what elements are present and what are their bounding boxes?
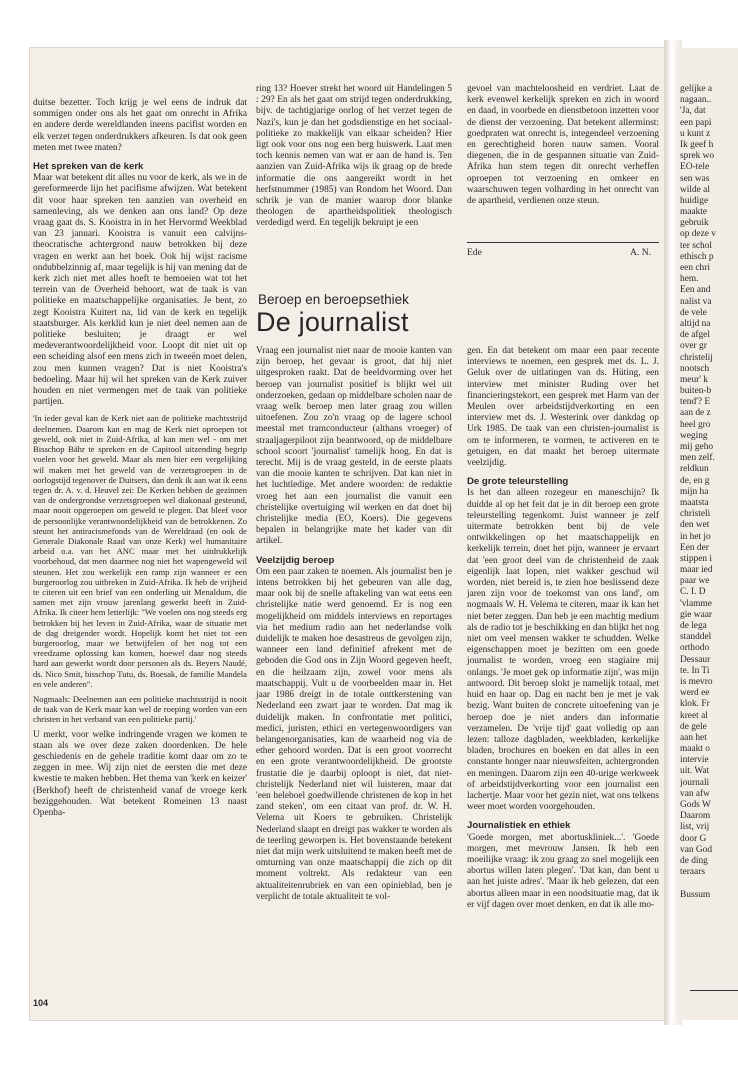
next-page-line: van afw xyxy=(680,788,710,799)
article-title: De journalist xyxy=(256,307,409,337)
next-page-line: christelij xyxy=(680,352,713,363)
next-page-line: maakte xyxy=(680,207,708,218)
col2-text: ring 13? Hoever strekt het woord uit Handelingen 5 : 29? En als het gaat om strijd tegen onderdrukking, bijv. de tachtigjarige oorlog of het verzet tegen de Nazi's, kun je dan het godsdienstige en het sociaal-politieke zo makkelijk van elkaar scheiden? Hier ligt ook voor ons nog een berg huiswerk. Laat men toch kennis nemen van wat er aan de hand is. Ten aanzien van Zuid-Afrika wijs ik graag op de brede informatie die ons aangereikt wordt in het herfstnummer (1985) van Rondom het Woord. Dan schrik je van de manier waarop door blanke theologen de apartheidspolitiek theologisch verdedigd werd. En tegelijk bekruipt je een xyxy=(256,84,452,229)
next-page-line: Een der xyxy=(680,542,709,553)
next-page-line: kreet al xyxy=(680,710,708,721)
next-page-line: nalist va xyxy=(680,296,712,307)
next-page-line: hem. xyxy=(680,274,699,285)
next-page-line: Daarom xyxy=(680,811,711,822)
next-page-line: Gods W xyxy=(680,800,711,810)
next-page-line: u kunt z xyxy=(680,128,711,139)
next-page-line: 'vlamme xyxy=(680,598,712,609)
next-page-line: Ik geef h xyxy=(680,139,714,150)
article-text-4: 'Goede morgen, met abortuskliniek...'. 'Goede morgen, met mevrouw Jansen. Ik heb een moeilijke vraag: ik zou graag zo snel mogelijk een abortus willen laten plegen'. 'Dat kan, dan bent u aan het juiste adres'. 'Maar ik heb gelezen, dat een abortus alleen maar in een noodsituatie mag, dat ik er vijf dagen over moet denken, en dat ik alle mo- xyxy=(467,832,659,910)
next-page-line: ter schol xyxy=(680,240,713,251)
col1-closing: U merkt, voor welke indringende vragen we komen te staan als we over deze zaken doordenken. De hele geschiedenis en de gehele traditie komt daar om zo te zeggen in mee. Wij zijn niet de eersten die met deze kwestie te maken hebben. Het thema van 'kerk en keizer' (Berkhof) heeft de christenheid vanaf de vroege kerk beziggehouden. Wat betekent Romeinen 13 naast Openba- xyxy=(33,729,247,818)
next-page-line: christeli xyxy=(680,509,711,520)
next-page-line: de lega xyxy=(680,621,707,631)
next-page-line: altijd na xyxy=(680,318,711,329)
next-page-line: meur' k xyxy=(680,374,708,385)
next-page-line: ethisch p xyxy=(680,251,714,262)
next-page-line: de gele xyxy=(680,721,707,732)
article-text-2: gen. En dat betekent om maar een paar recente interviews te noemen, een gesprek met ds. L. J. Geluk over de uitlatingen van ds. Hüting, een interview met minister Ruding over het financieringstekort, een gesprek met Harm van der Meulen over arbeidstijdverkorting en een interview met ds. J. Westerink over dankdag op Urk 1985. De taak van een christen-journalist is om te informeren, te vormen, te activeren en te getuigen, en dat maakt het beroep uitermate veelzijdig. xyxy=(467,346,659,469)
next-page-line: den wet xyxy=(680,520,710,531)
col1-quote: 'In ieder geval kan de Kerk niet aan de politieke machtsstrijd deelnemen. Daarom kan en mag de Kerk niet oproepen tot geweld, ook niet in Zuid-Afrika, al kan men wel - om met Bisschop Bähr te spreken en de Capitool uitzending begrip voelen voor het geweld. Maar als men hier een vergelijking wil maken met het geweld van de verzetsgroepen in de oorlogstijd tegenover de Duitsers, dan denk ik aan wat ik eens tegen dr. A. v. d. Heuvel zei: De Kerken hebben de gezinnen van de ondergrondse verzetsgroepen wel diakonaal gesteund, maar nooit opgeroepen om geweld te plegen. Dat bleef voor de persoonlijke verantwoordelijkheid van de betrokkenen. Zo steunt het antiracismefonds van de Wereldraad (en ook de Generale Diakonale Raad van onze Kerk) wel humanitaire arbeid o.a. van het ANC maar met het uitdrukkelijk voorbehoud, dat men daarmee nog niet het wapengeweld wil steunen. Het zou werkelijk een ramp zijn wanneer er een burgeroorlog zou uitbreken in Zuid-Afrika. Ik heb de vrijheid te citeren uit een brief van een onderling uit Menaldum, die samen met zijn vrouw jarenlang gewerkt heeft in Zuid-Afrika. Ik citeer hem letterlijk: "We voelen ons nog steeds erg betrokken bij het leven in Zuid-Afrika, waar de situatie met de dag dreigender wordt. Hopelijk komt het niet tot een burgeroorlog, maar we betwijfelen of het nog tot een vreedzame oplossing kan komen, hoewel daar nog steeds hard aan gewerkt wordt door personen als ds. Beyers Naudé, ds. Nico Smit, bisschop Tutu, ds. Boesak, de familie Mandela en vele anderen". xyxy=(33,413,247,689)
next-page-line: Een and xyxy=(680,285,711,296)
column-1 xyxy=(33,98,247,824)
section-heading: Het spreken van de kerk xyxy=(33,161,144,173)
next-page-line: op deze v xyxy=(680,229,716,240)
next-page-line: de afgel xyxy=(680,330,710,341)
next-page-line: maatsta xyxy=(680,497,709,508)
next-page-line: door G xyxy=(680,833,707,844)
next-page-line: de ding xyxy=(680,855,708,866)
next-page-line: sprek wo xyxy=(680,151,715,162)
article-text-1: Om een paar zaken te noemen. Als journalist ben je intens betrokken bij het gebeuren van alle dag, maar ook bij de snelle aftakeling van wat eens een christelijke natie werd genoemd. Er is nog een mogelijkheid om middels interviews en reportages via het medium radio aan het nederlandse volk duidelijk te maken hoe desastreus de gevolgen zijn, wanneer een land definitief afrekent met de geboden die God ons in Zijn Woord gegeven heeft, en die heilzaam zijn, zowel voor mens als maatschappij. Vult u de voorbeelden maar in. Het jaar 1986 dreigt in de totale onttkerstening van Nederland een zwart jaar te worden. Dat mag ik duidelijk maken. In confrontatie met politici, medici, juristen, ethici en vertegenwoordigers van belangenorganisaties, kan de waarheid nog via de ether gehoord worden. Dat is een groot voorrecht en een grote verantwoordelijkheid. De grootste frustatie die je daarbij oploopt is niet, dat niet-christelijk Nederland niet wil luisteren, maar dat 'een heleboel goedwillende christenen de kop in het zand steken', om een citaat van prof. dr. W. H. Velema uit Koers te gebruiken. Christelijk Nederland slaapt en dreigt pas wakker te worden als de teerling geworpen is. Het bovenstaande betekent niet dat mijn werk uitsluitend te maken heeft met de omturning van onze maatschappij die zich op dit moment voltrekt. Als redakteur van een aktualiteitenrubriek en van een opinieblad, ben je verplicht de totale aktualiteit te vol- xyxy=(256,566,452,902)
signature-place: Ede xyxy=(467,247,482,258)
next-page-line: een chri xyxy=(680,263,710,273)
next-page-line: gie waar xyxy=(680,609,713,620)
next-page-rule xyxy=(690,990,738,991)
column-3-top xyxy=(467,84,659,212)
col1-quote-end: Nogmaals: Deelnemen aan een politieke machtsstrijd is nooit de taak van de Kerk maar kan wel de roeping worden van een christen in het verband van een politieke partij.' xyxy=(33,693,247,725)
next-page-line: men zelf. xyxy=(680,453,715,464)
col1-intro: duitse bezetter. Toch krijg je wel eens de indruk dat sommigen onder ons als het gaat om onrecht in Afrika en andere derde wereldlanden ineens pacifist worden en elk verzet tegen onderdrukkers afkeuren. Is dat ook geen meten met twee maten? xyxy=(33,98,247,153)
col3-text: gevoel van machteloosheid en verdriet. Laat de kerk evenwel kerkelijk spreken en zich in woord en daad, in voorbede en dienstbetoon inzetten voor de dienst der verzoening. Dat betekent allerminst: goedpraten wat onrecht is, integendeel verzoening en gerechtigheid horen nauw samen. Vooral diegenen, die in de gespannen situatie van Zuid-Afrika hun stem tegen dit onrecht verheffen oproepen tot verzoening en omkeer en waarschuwen tegen volharding in het onrecht van de apartheid, verdienen onze steun. xyxy=(467,84,659,207)
signature-initials: A. N. xyxy=(630,247,652,258)
next-page-line: wilde al xyxy=(680,184,710,195)
next-page-line xyxy=(680,878,738,889)
next-page-line: een papi xyxy=(680,117,712,128)
article-lead: Vraag een journalist niet naar de mooie kanten van zijn beroep, het gevaar is groot, dat hij niet uitgesproken raakt. Dat de beeldvorming over het beroep van journalist positief is blijkt wel uit onderzoeken, gedaan op middelbare scholen naar de vraag welk beroep men later graag zou willen uitoefenen. Zou zo'n vraag op de lagere school meestal met tramconducteur (althans vroeger) of straaljagerpiloot zijn beantwoord, op de middelbare school scoort 'journalist' tamelijk hoog. En dat is terecht. Mij is de vraag gesteld, in de eerste plaats van die mooie kanten te schrijven. Dat kan niet in het luchtledige. Met andere woorden: de redaktie vroeg het aan een journalist die vanuit een christelijke overtuiging wil werken en dat doet bij christelijke media (EO, Koers). Die gegevens bepalen in belangrijke mate het kader van dit artikel. xyxy=(256,346,453,547)
next-page-line: buiten-b xyxy=(680,386,712,397)
article-heading-1: Veelzijdig beroep xyxy=(256,554,335,566)
article-heading-3: Journalistiek en ethiek xyxy=(467,820,571,832)
next-page-line: over gr xyxy=(680,341,707,352)
next-page-line: paar we xyxy=(680,576,710,587)
next-page-line: mijn ha xyxy=(680,486,709,497)
next-page-line: Bussum xyxy=(680,889,711,900)
next-page-line: de vele xyxy=(680,307,707,318)
next-page-line: weging xyxy=(680,430,708,441)
column-2-top xyxy=(256,84,452,235)
article-column-1 xyxy=(256,346,452,908)
next-page-line: intervie xyxy=(680,755,709,766)
next-page-line: nootsch xyxy=(680,363,710,374)
next-page-line: tend'? E xyxy=(680,397,711,408)
next-page-line: in het jo xyxy=(680,531,711,542)
next-page-line: standdel xyxy=(680,632,712,643)
next-page-line: van God xyxy=(680,844,713,855)
next-page-line: 'Ja, dat xyxy=(680,106,706,117)
next-page-line: aan de z xyxy=(680,408,711,419)
next-page-line: uit. Wat xyxy=(680,766,710,777)
next-page-line: de, en g xyxy=(680,475,710,486)
next-page-line: EO-tele xyxy=(680,162,710,173)
next-page-line: heel gro xyxy=(680,419,711,430)
next-page-line: list, vrij xyxy=(680,822,710,833)
next-page-line: nagaan.. xyxy=(680,95,712,106)
next-page-line: reldkun xyxy=(680,464,709,475)
next-page-line: is mevro xyxy=(680,676,713,687)
article-text-3: Is het dan alleen rozegeur en maneschijn? Ik duidde al op het feit dat je in dit beroep een grote teleurstelling tegenkomt. Juist wanneer je zelf uitermate betrokken bent bij de vele ontwikkelingen op het maatschappelijk en kerkelijk terrein, doet het pijn, wanneer je ervaart dat 'een groot deel van de christenheid de zaak eigenlijk laat lopen, niet wakker geschud wil worden, niet bereid is, te zien hoe beslissend deze jaren zijn voor de toekomst van ons land', om nogmaals W. H. Velema te citeren, maar ik kan het niet beter zeggen. Dan heb je een machtig medium als de radio tot je beschikking en dan blijkt het nog niet om veel mensen wakker te schudden. Welke eigenschappen moet je bezitten om een goede journalist te worden, vroeg een stagiaire mij onlangs. 'Je moet gek op informatie zijn', was mijn antwoord. Dit beroep slokt je namelijk totaal, met huid en haar op. Dag en nacht ben je met je vak bezig. Want buiten de concrete uitoefening van je beroep doe je niet anders dan informatie verzamelen. De 'vrije tijd' gaat volledig op aan lezen: talloze dagbladen, weekbladen, kerkelijke bladen, brochures en boeken en dat alles in een constante honger naar nieuwsfeiten, achtergronden en meningen. Daarom zijn een 40-urige werkweek of arbeidstijdverkorting voor een journalist een lachertje. Maar voor het gezin niet, wat ons telkens weer moet worden voorgehouden. xyxy=(467,488,659,813)
next-page-line: maar ied xyxy=(680,565,713,576)
next-page-line: maakt o xyxy=(680,744,710,755)
next-page-text xyxy=(680,84,738,901)
next-page-line: sen was xyxy=(680,173,710,184)
article-heading-2: De grote teleurstelling xyxy=(467,476,569,488)
signature-rule xyxy=(467,242,659,243)
next-page-line: mij geho xyxy=(680,442,714,452)
page-number: 104 xyxy=(33,998,49,1008)
col1-paragraph: Maar wat betekent dit alles nu voor de kerk, als we in de gereformeerde lijn het pacifisme afwijzen. Wat betekent dit voor haar spreken ten aanzien van overheid en samenleving, als we denken aan ons land? Op deze vraag gaat ds. S. Kooistra in in het Hervormd Weekblad van 23 januari. Kooistra is vanuit een calvijns-theocratische achtergrond nauw betrokken bij deze vragen en werkt aan het boek. Ook hij wijst racisme ondubbelzinnig af, maar tegelijk is hij van mening dat de kerk zich niet met alles hoeft te bemoeien wat tot het terrein van de Overheid behoort, wat de taak is van politieke en maatschappelijke organisaties. Je bent, zo zegt Kooistra Kuitert na, lid van de kerk en tegelijk staatsburger. Als kerklid kun je niet deel nemen aan de politieke besluiten; je draagt er wel medeverantwoordelijkheid voor. Loopt dit niet uit op een scheiding alsof een mens zich in tweeën moet delen, zou men kunnen vragen? Dat is niet Kooistra's bedoeling. Maar hij wil het spreken van de Kerk zuiver houden en niet vermengen met de taak van politieke partijen. xyxy=(33,173,248,408)
next-page-line: huidige xyxy=(680,195,709,206)
next-page-line: te. In Ti xyxy=(680,665,710,676)
next-page-line: gelijke a xyxy=(680,84,713,94)
next-page-line: Dessaur xyxy=(680,654,711,665)
article-column-2 xyxy=(467,346,659,916)
next-page-line: journali xyxy=(680,777,710,788)
next-page-line: C. I. D xyxy=(680,587,706,598)
next-page-line: orthodo xyxy=(680,643,710,654)
next-page-line: klok. Fr xyxy=(680,699,710,710)
next-page-line: stippen i xyxy=(680,553,713,564)
article-kicker: Beroep en beroepsethiek xyxy=(258,292,409,307)
next-page-line: teraars xyxy=(680,867,705,878)
next-page-line: gebruik xyxy=(680,218,709,229)
next-page-line: werd ee xyxy=(680,688,710,699)
next-page-line: aan het xyxy=(680,732,707,743)
